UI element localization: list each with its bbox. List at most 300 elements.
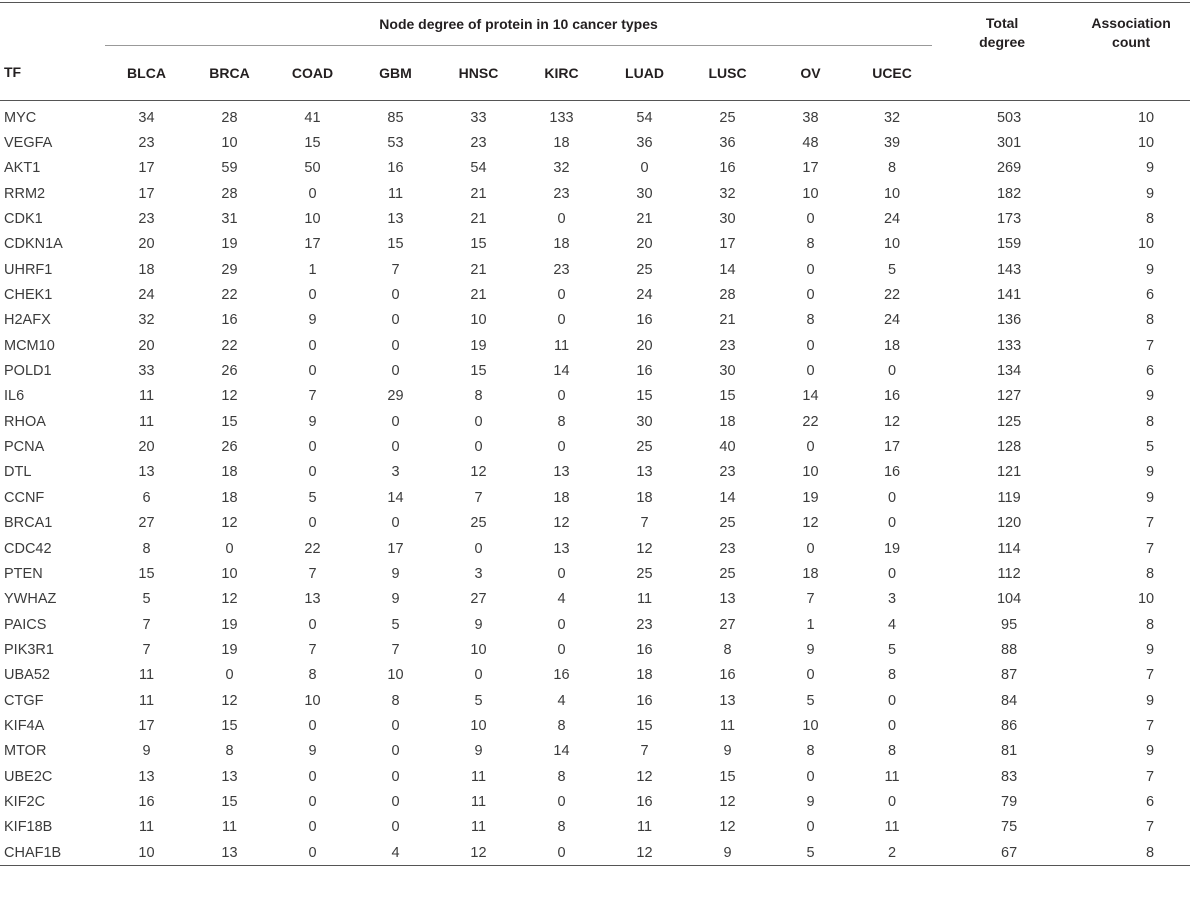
degree-cell-coad: 0	[308, 793, 317, 810]
degree-cell-coad: 7	[308, 388, 317, 405]
degree-cell-hnsc: 25	[470, 515, 487, 532]
degree-cell-coad: 0	[308, 717, 317, 734]
degree-cell-luad: 20	[636, 236, 653, 253]
total-degree-cell: 88	[1001, 641, 1018, 658]
association-count-cell: 10	[1137, 135, 1155, 152]
degree-cell-gbm: 0	[391, 413, 400, 430]
tf-name-cell: H2AFX	[4, 312, 51, 329]
degree-cell-ov: 5	[806, 692, 815, 709]
degree-cell-coad: 0	[308, 768, 317, 785]
degree-cell-gbm: 8	[391, 692, 400, 709]
degree-cell-hnsc: 9	[474, 616, 483, 633]
degree-cell-coad: 0	[308, 439, 317, 456]
degree-cell-ov: 8	[806, 312, 815, 329]
degree-cell-hnsc: 0	[474, 439, 483, 456]
degree-cell-blca: 20	[138, 337, 155, 354]
degree-cell-gbm: 7	[391, 641, 400, 658]
degree-cell-ov: 48	[802, 135, 819, 152]
degree-cell-brca: 28	[221, 185, 238, 202]
tf-name-cell: YWHAZ	[4, 591, 57, 608]
degree-cell-lusc: 14	[719, 489, 736, 506]
degree-cell-blca: 9	[142, 743, 151, 760]
association-count-cell: 8	[1146, 565, 1155, 582]
total-degree-cell: 75	[1001, 819, 1018, 836]
cancer-type-header-luad: LUAD	[603, 46, 686, 101]
association-count-cell: 8	[1146, 211, 1155, 228]
degree-cell-hnsc: 21	[470, 185, 487, 202]
degree-cell-luad: 13	[636, 464, 653, 481]
table-row	[0, 663, 1190, 688]
degree-cell-kirc: 23	[553, 261, 570, 278]
degree-cell-hnsc: 11	[470, 793, 487, 810]
degree-cell-blca: 33	[138, 363, 155, 380]
total-degree-cell: 79	[1001, 793, 1018, 810]
degree-cell-gbm: 0	[391, 743, 400, 760]
association-count-cell: 5	[1146, 439, 1155, 456]
degree-cell-lusc: 21	[719, 312, 736, 329]
degree-cell-kirc: 23	[553, 185, 570, 202]
cancer-type-header-blca: BLCA	[105, 46, 188, 101]
degree-cell-coad: 5	[308, 489, 317, 506]
total-degree-cell: 127	[996, 388, 1022, 405]
degree-cell-brca: 10	[221, 135, 238, 152]
tf-name-cell: CHEK1	[4, 287, 53, 304]
degree-cell-luad: 25	[636, 565, 653, 582]
tf-name-cell: KIF2C	[4, 793, 46, 810]
total-degree-cell: 159	[996, 236, 1022, 253]
degree-cell-ov: 38	[802, 109, 819, 126]
degree-cell-blca: 11	[138, 819, 155, 836]
degree-cell-coad: 8	[308, 667, 317, 684]
degree-cell-ov: 0	[806, 540, 815, 557]
table-row	[0, 333, 1190, 358]
degree-cell-coad: 0	[308, 337, 317, 354]
degree-cell-hnsc: 5	[474, 692, 483, 709]
degree-cell-ucec: 18	[883, 337, 901, 354]
total-degree-cell: 83	[1001, 768, 1018, 785]
degree-cell-hnsc: 7	[474, 489, 483, 506]
degree-cell-hnsc: 15	[470, 236, 487, 253]
degree-cell-gbm: 13	[387, 211, 404, 228]
degree-cell-gbm: 9	[391, 591, 400, 608]
degree-cell-gbm: 0	[391, 768, 400, 785]
degree-cell-lusc: 23	[719, 464, 736, 481]
degree-cell-kirc: 11	[553, 337, 570, 354]
association-count-cell: 9	[1146, 489, 1155, 506]
total-degree-cell: 301	[996, 135, 1022, 152]
table-header	[0, 3, 1190, 101]
degree-cell-kirc: 18	[553, 489, 570, 506]
degree-cell-hnsc: 0	[474, 413, 483, 430]
degree-cell-brca: 12	[221, 692, 238, 709]
degree-cell-ov: 12	[802, 515, 819, 532]
tf-name-cell: KIF4A	[4, 717, 45, 734]
cancer-type-header-brca: BRCA	[188, 46, 271, 101]
total-degree-cell: 81	[1001, 743, 1018, 760]
tf-name-cell: CDKN1A	[4, 236, 63, 253]
degree-cell-lusc: 15	[719, 388, 736, 405]
tf-name-cell: CDK1	[4, 211, 43, 228]
degree-cell-ov: 9	[806, 641, 815, 658]
tf-name-cell: CHAF1B	[4, 844, 62, 861]
degree-cell-ov: 0	[806, 768, 815, 785]
degree-cell-blca: 20	[138, 236, 155, 253]
degree-cell-ov: 0	[806, 211, 815, 228]
tf-name-cell: PTEN	[4, 565, 43, 582]
degree-cell-lusc: 36	[719, 135, 736, 152]
degree-cell-brca: 18	[221, 489, 238, 506]
tf-name-cell: PCNA	[4, 439, 45, 456]
degree-cell-ov: 5	[806, 844, 815, 861]
degree-cell-ucec: 16	[883, 464, 901, 481]
degree-cell-ov: 17	[802, 160, 819, 177]
degree-cell-lusc: 30	[719, 363, 736, 380]
degree-cell-ov: 9	[806, 793, 815, 810]
degree-cell-blca: 8	[142, 540, 151, 557]
degree-cell-blca: 16	[138, 793, 155, 810]
degree-cell-luad: 16	[636, 363, 653, 380]
table-row	[0, 308, 1190, 333]
degree-cell-gbm: 7	[391, 261, 400, 278]
degree-cell-blca: 5	[142, 591, 151, 608]
degree-cell-ucec: 10	[883, 236, 901, 253]
degree-cell-blca: 24	[138, 287, 155, 304]
degree-cell-brca: 26	[221, 363, 238, 380]
degree-cell-ov: 10	[802, 717, 819, 734]
association-count-cell: 10	[1137, 109, 1155, 126]
degree-cell-ucec: 0	[888, 717, 897, 734]
degree-cell-brca: 12	[221, 591, 238, 608]
association-count-cell: 6	[1146, 363, 1155, 380]
association-count-header-line2: count	[1112, 34, 1151, 50]
degree-cell-brca: 13	[221, 844, 238, 861]
degree-cell-coad: 9	[308, 743, 317, 760]
association-count-cell: 7	[1146, 667, 1155, 684]
degree-cell-ucec: 39	[883, 135, 901, 152]
degree-cell-ucec: 17	[883, 439, 901, 456]
degree-cell-kirc: 0	[557, 565, 566, 582]
degree-cell-luad: 21	[636, 211, 653, 228]
degree-cell-brca: 19	[221, 236, 238, 253]
degree-cell-luad: 12	[636, 768, 653, 785]
degree-cell-brca: 19	[221, 616, 238, 633]
degree-cell-brca: 12	[221, 515, 238, 532]
degree-cell-hnsc: 23	[470, 135, 487, 152]
degree-cell-ucec: 8	[888, 667, 897, 684]
association-count-cell: 10	[1137, 236, 1155, 253]
table-row	[0, 384, 1190, 409]
degree-cell-luad: 24	[636, 287, 653, 304]
tf-name-cell: MTOR	[4, 743, 47, 760]
degree-cell-lusc: 12	[719, 793, 736, 810]
association-count-cell: 10	[1137, 591, 1155, 608]
table-row	[0, 181, 1190, 206]
degree-cell-brca: 28	[221, 109, 238, 126]
table-row	[0, 764, 1190, 789]
degree-cell-brca: 26	[221, 439, 238, 456]
total-degree-cell: 86	[1001, 717, 1018, 734]
degree-cell-luad: 15	[636, 388, 653, 405]
association-count-header	[1072, 3, 1190, 101]
degree-cell-hnsc: 3	[474, 565, 483, 582]
degree-cell-kirc: 0	[557, 793, 566, 810]
degree-cell-kirc: 0	[557, 287, 566, 304]
degree-cell-gbm: 3	[391, 464, 400, 481]
total-degree-cell: 133	[996, 337, 1022, 354]
degree-cell-luad: 11	[636, 591, 653, 608]
degree-cell-brca: 19	[221, 641, 238, 658]
degree-cell-coad: 0	[308, 287, 317, 304]
table-row	[0, 156, 1190, 181]
total-degree-cell: 119	[997, 489, 1021, 506]
degree-cell-luad: 54	[636, 109, 653, 126]
degree-cell-gbm: 0	[391, 439, 400, 456]
association-count-cell: 7	[1146, 819, 1155, 836]
tf-name-cell: POLD1	[4, 363, 52, 380]
total-degree-cell: 125	[996, 413, 1022, 430]
degree-cell-lusc: 15	[719, 768, 736, 785]
degree-cell-lusc: 32	[719, 185, 736, 202]
degree-cell-ucec: 2	[888, 844, 897, 861]
degree-cell-coad: 10	[304, 211, 321, 228]
degree-cell-brca: 15	[221, 717, 238, 734]
degree-cell-blca: 7	[142, 616, 151, 633]
degree-cell-luad: 20	[636, 337, 653, 354]
degree-cell-hnsc: 15	[470, 363, 487, 380]
total-degree-cell: 121	[996, 464, 1022, 481]
degree-cell-lusc: 17	[719, 236, 736, 253]
degree-cell-ucec: 19	[883, 540, 901, 557]
tf-name-cell: UHRF1	[4, 261, 53, 278]
degree-cell-gbm: 0	[391, 363, 400, 380]
tf-name-cell: AKT1	[4, 160, 41, 177]
association-count-cell: 7	[1146, 515, 1155, 532]
degree-cell-kirc: 16	[553, 667, 570, 684]
degree-cell-gbm: 0	[391, 793, 400, 810]
degree-cell-coad: 22	[304, 540, 321, 557]
degree-cell-hnsc: 8	[474, 388, 483, 405]
degree-cell-kirc: 13	[553, 464, 570, 481]
association-count-header-line1: Association	[1091, 15, 1171, 31]
degree-cell-hnsc: 11	[470, 768, 487, 785]
degree-cell-coad: 0	[308, 363, 317, 380]
degree-cell-brca: 13	[221, 768, 238, 785]
degree-cell-luad: 7	[640, 515, 649, 532]
degree-cell-lusc: 27	[719, 616, 736, 633]
degree-cell-blca: 34	[138, 109, 155, 126]
table-row	[0, 485, 1190, 510]
degree-cell-ov: 10	[802, 464, 819, 481]
total-degree-cell: 141	[996, 287, 1022, 304]
degree-cell-ov: 18	[802, 565, 819, 582]
degree-cell-coad: 0	[308, 844, 317, 861]
degree-cell-ucec: 24	[883, 312, 901, 329]
degree-cell-kirc: 0	[557, 641, 566, 658]
degree-cell-ucec: 0	[888, 363, 897, 380]
degree-cell-luad: 12	[636, 540, 653, 557]
degree-cell-coad: 0	[308, 819, 317, 836]
tf-name-cell: BRCA1	[4, 515, 53, 532]
total-degree-cell: 136	[996, 312, 1022, 329]
degree-cell-blca: 20	[138, 439, 155, 456]
table-row	[0, 130, 1190, 155]
degree-cell-blca: 15	[138, 565, 155, 582]
degree-cell-brca: 18	[221, 464, 238, 481]
degree-cell-gbm: 0	[391, 287, 400, 304]
degree-cell-kirc: 13	[553, 540, 570, 557]
tf-name-cell: CTGF	[4, 692, 44, 709]
degree-cell-luad: 25	[636, 439, 653, 456]
table-row	[0, 587, 1190, 612]
degree-cell-ucec: 0	[888, 793, 897, 810]
degree-cell-ov: 0	[806, 667, 815, 684]
degree-cell-luad: 36	[636, 135, 653, 152]
degree-cell-ucec: 12	[883, 413, 901, 430]
tf-name-cell: PAICS	[4, 616, 47, 633]
degree-cell-lusc: 8	[723, 641, 732, 658]
degree-cell-luad: 16	[636, 793, 653, 810]
association-count-cell: 7	[1146, 768, 1155, 785]
degree-cell-hnsc: 21	[470, 287, 487, 304]
total-degree-header-line1: Total	[985, 15, 1019, 31]
degree-cell-brca: 15	[221, 413, 238, 430]
table-row	[0, 789, 1190, 814]
degree-cell-blca: 6	[142, 489, 151, 506]
degree-cell-lusc: 12	[719, 819, 736, 836]
tf-name-cell: CCNF	[4, 489, 45, 506]
degree-cell-ov: 8	[806, 236, 815, 253]
degree-cell-blca: 11	[138, 388, 155, 405]
degree-cell-hnsc: 0	[474, 667, 483, 684]
degree-cell-ov: 0	[806, 439, 815, 456]
degree-cell-gbm: 4	[391, 844, 400, 861]
degree-cell-kirc: 0	[557, 844, 566, 861]
degree-cell-blca: 17	[138, 160, 155, 177]
degree-cell-ov: 8	[806, 743, 815, 760]
table-row	[0, 282, 1190, 307]
degree-cell-kirc: 14	[553, 743, 570, 760]
table-row	[0, 840, 1190, 866]
degree-cell-brca: 16	[221, 312, 238, 329]
degree-cell-luad: 16	[636, 641, 653, 658]
total-degree-cell: 173	[996, 211, 1022, 228]
tf-name-cell: RRM2	[4, 185, 46, 202]
association-count-cell: 9	[1146, 160, 1155, 177]
degree-cell-blca: 10	[138, 844, 155, 861]
cancer-types-group-header: Node degree of protein in 10 cancer types	[379, 16, 658, 32]
degree-cell-luad: 7	[640, 743, 649, 760]
degree-cell-kirc: 18	[553, 236, 570, 253]
table-row	[0, 460, 1190, 485]
degree-cell-ucec: 0	[888, 489, 897, 506]
association-count-cell: 6	[1146, 287, 1155, 304]
degree-cell-gbm: 0	[391, 337, 400, 354]
degree-cell-kirc: 14	[553, 363, 570, 380]
degree-cell-coad: 9	[308, 413, 317, 430]
table-row	[0, 561, 1190, 586]
degree-cell-coad: 7	[308, 641, 317, 658]
degree-cell-ucec: 4	[888, 616, 897, 633]
degree-cell-lusc: 25	[719, 109, 736, 126]
total-degree-cell: 67	[1001, 844, 1018, 861]
table-row	[0, 206, 1190, 231]
tf-name-cell: MCM10	[4, 337, 55, 354]
degree-cell-blca: 32	[138, 312, 155, 329]
degree-cell-brca: 0	[225, 540, 234, 557]
degree-cell-ov: 19	[802, 489, 819, 506]
association-count-cell: 9	[1146, 464, 1155, 481]
degree-cell-gbm: 15	[387, 236, 404, 253]
tf-name-cell: VEGFA	[4, 135, 53, 152]
degree-cell-hnsc: 21	[470, 211, 487, 228]
degree-cell-luad: 18	[636, 489, 653, 506]
association-count-cell: 8	[1146, 616, 1155, 633]
degree-cell-ov: 22	[802, 413, 819, 430]
tf-name-cell: CDC42	[4, 540, 52, 557]
degree-cell-ov: 10	[802, 185, 819, 202]
degree-cell-gbm: 29	[387, 388, 404, 405]
degree-cell-lusc: 30	[719, 211, 736, 228]
degree-cell-gbm: 14	[387, 489, 404, 506]
degree-cell-ucec: 5	[888, 261, 897, 278]
degree-cell-lusc: 18	[719, 413, 736, 430]
association-count-cell: 7	[1146, 540, 1155, 557]
degree-cell-ucec: 3	[888, 591, 897, 608]
degree-cell-kirc: 12	[553, 515, 570, 532]
degree-cell-ucec: 24	[883, 211, 901, 228]
degree-cell-lusc: 9	[723, 844, 732, 861]
table-row	[0, 358, 1190, 383]
degree-cell-kirc: 0	[557, 312, 566, 329]
degree-cell-ucec: 22	[883, 287, 901, 304]
degree-cell-blca: 11	[138, 413, 155, 430]
cancer-type-header-coad: COAD	[271, 46, 354, 101]
degree-cell-lusc: 13	[719, 591, 736, 608]
degree-cell-blca: 23	[138, 211, 155, 228]
total-degree-cell: 143	[996, 261, 1022, 278]
tf-name-cell: MYC	[4, 109, 37, 126]
tf-name-cell: UBE2C	[4, 768, 53, 785]
degree-cell-ov: 0	[806, 337, 815, 354]
degree-cell-lusc: 23	[719, 540, 736, 557]
degree-cell-coad: 0	[308, 616, 317, 633]
association-count-cell: 7	[1146, 337, 1155, 354]
degree-cell-brca: 12	[221, 388, 238, 405]
total-degree-cell: 128	[996, 439, 1022, 456]
degree-cell-ucec: 8	[888, 743, 897, 760]
table-row	[0, 101, 1190, 131]
degree-cell-luad: 25	[636, 261, 653, 278]
degree-cell-brca: 29	[221, 261, 238, 278]
degree-cell-lusc: 25	[719, 515, 736, 532]
degree-cell-ov: 0	[806, 287, 815, 304]
degree-cell-ucec: 11	[884, 768, 900, 785]
degree-cell-ucec: 8	[888, 160, 897, 177]
degree-cell-blca: 7	[142, 641, 151, 658]
association-count-cell: 6	[1146, 793, 1155, 810]
degree-cell-luad: 18	[636, 667, 653, 684]
table-body	[0, 101, 1190, 866]
degree-cell-ucec: 11	[884, 819, 900, 836]
degree-cell-kirc: 4	[557, 591, 566, 608]
degree-cell-blca: 18	[138, 261, 155, 278]
total-degree-cell: 269	[996, 160, 1022, 177]
cancer-type-header-gbm: GBM	[354, 46, 437, 101]
table-row	[0, 232, 1190, 257]
association-count-cell: 9	[1146, 692, 1155, 709]
degree-cell-ov: 14	[802, 388, 819, 405]
tf-name-cell: UBA52	[4, 667, 50, 684]
